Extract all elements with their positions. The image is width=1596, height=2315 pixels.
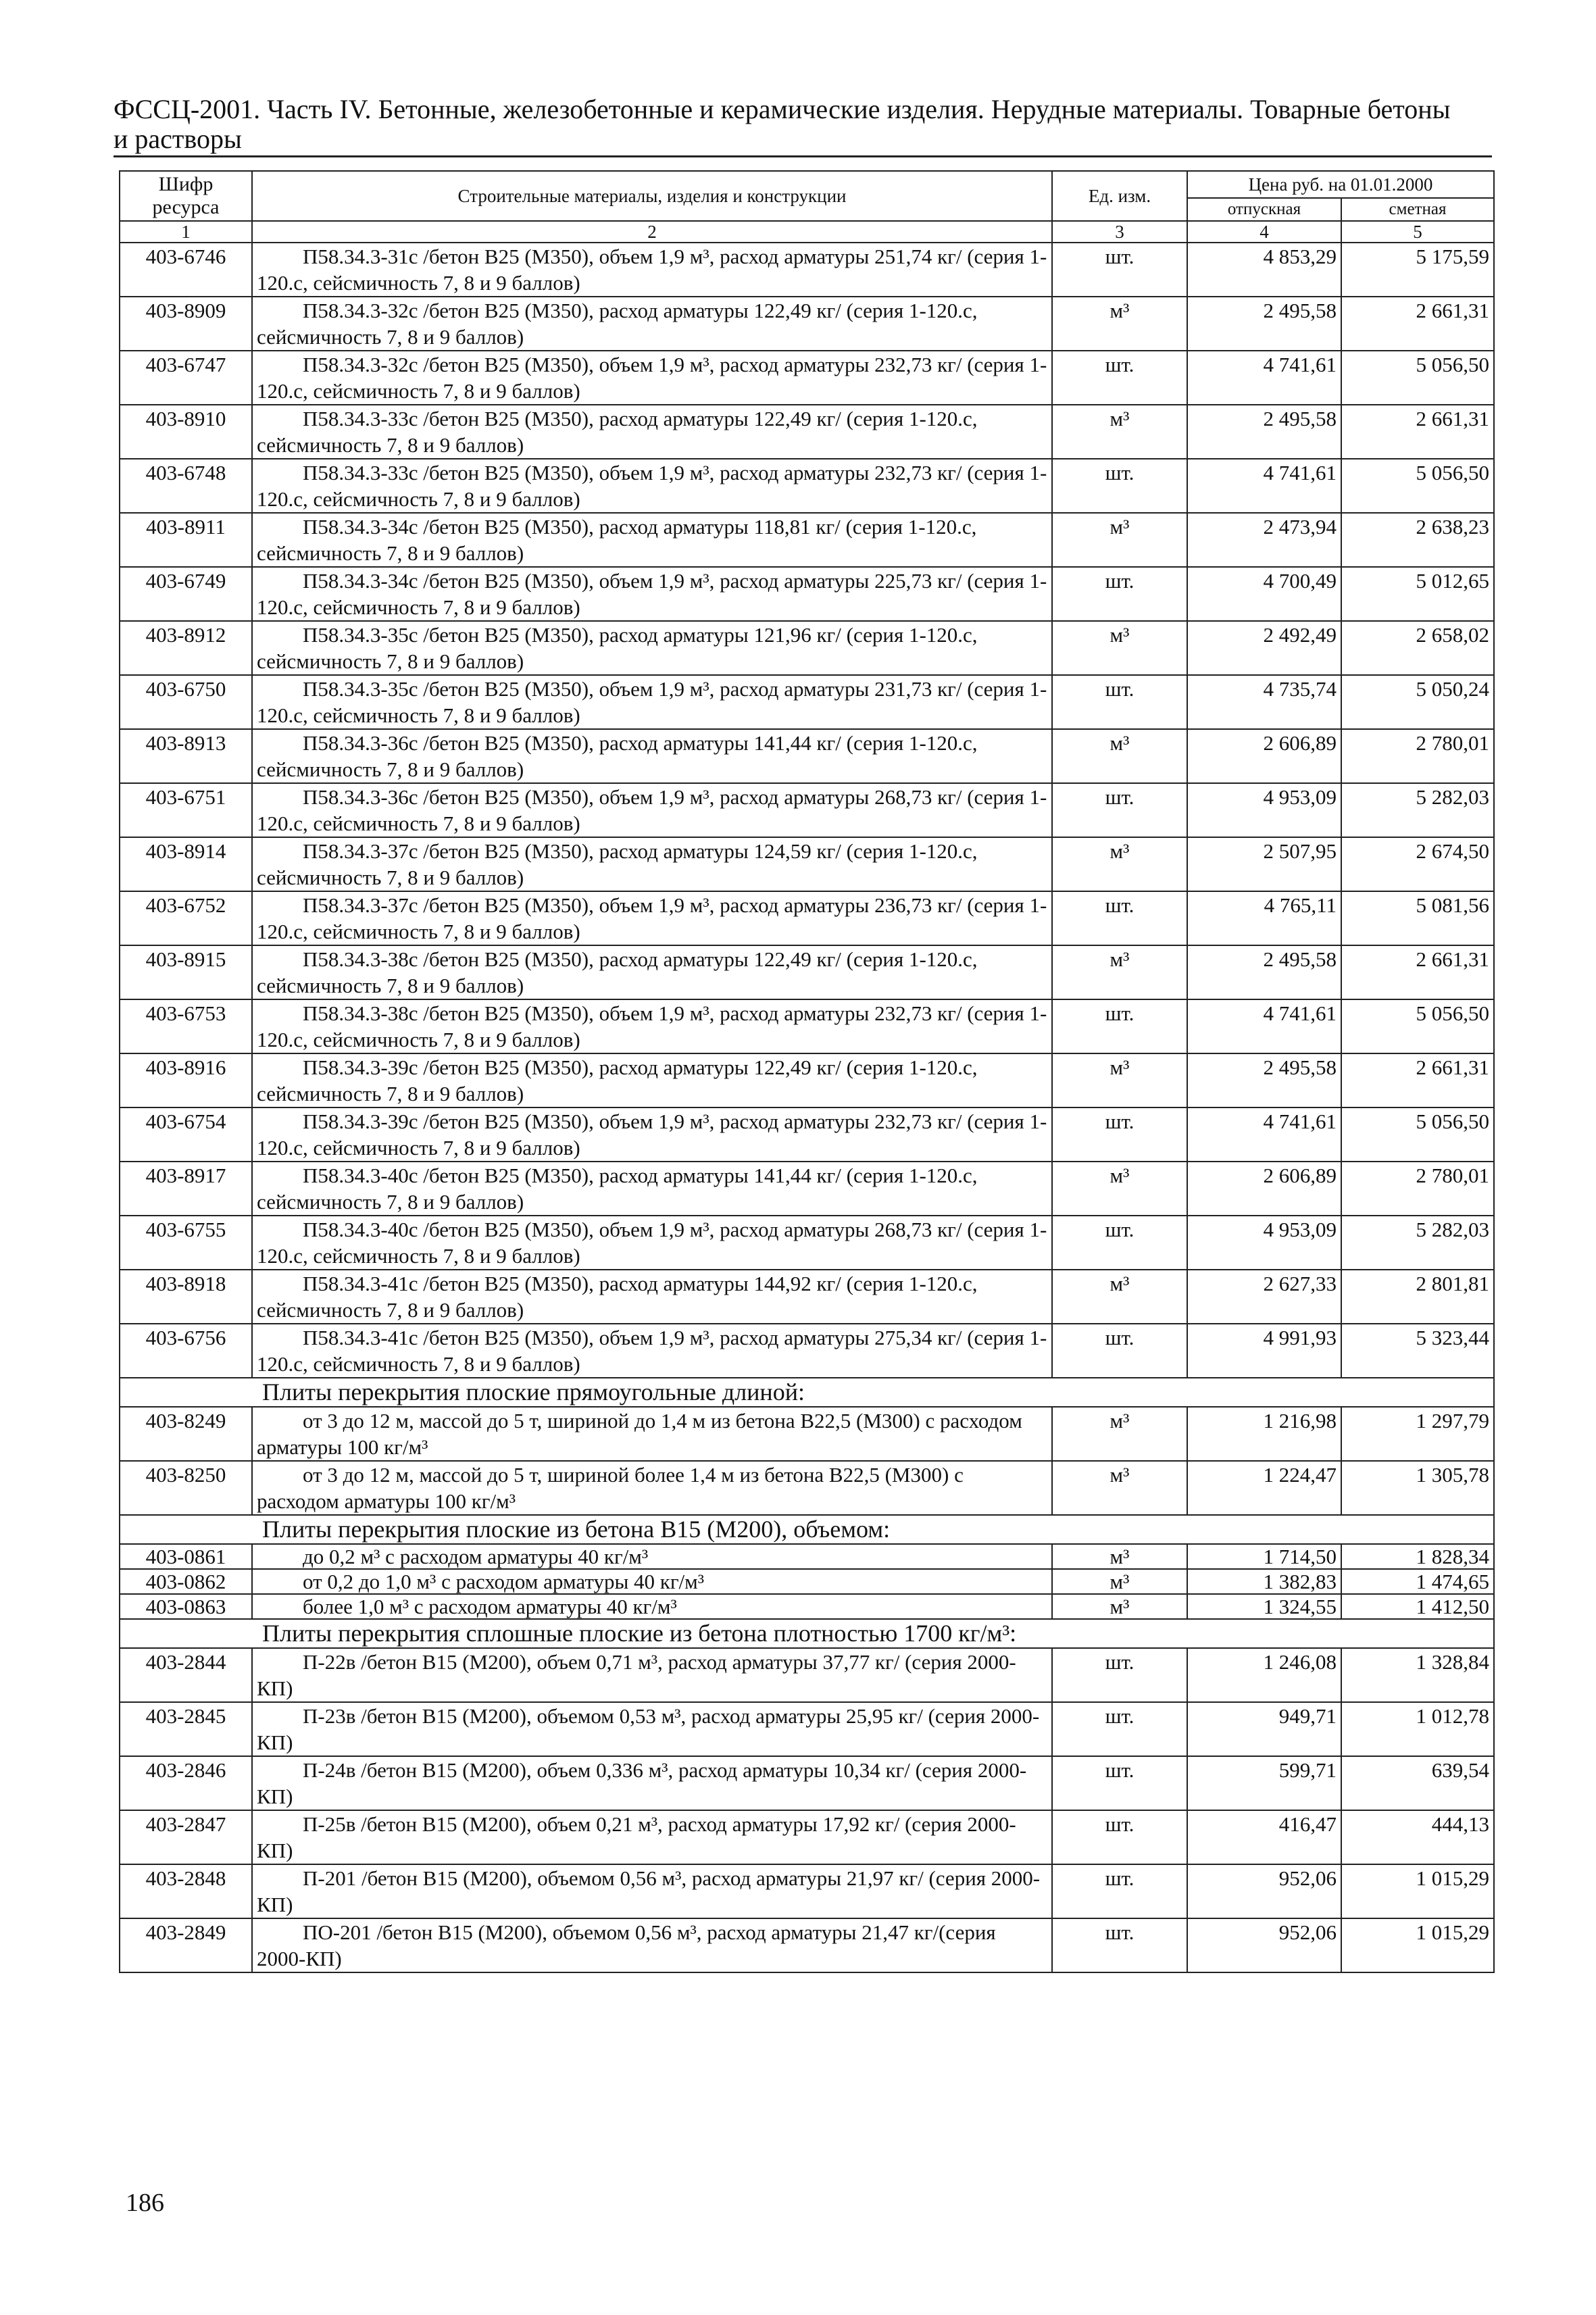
unit-cell: м³	[1052, 1594, 1187, 1619]
material-description-cell: П58.34.3-35с /бетон В25 (М350), объем 1,9 м³, расход арматуры 231,73 кг/ (серия 1-120.с, сейсмичность 7, 8 и 9 баллов)	[252, 675, 1052, 729]
estimate-price-cell: 2 661,31	[1341, 405, 1494, 459]
unit-cell: шт.	[1052, 1810, 1187, 1864]
unit-cell: м³	[1052, 405, 1187, 459]
release-price-cell: 4 953,09	[1187, 1216, 1341, 1270]
table-row	[120, 1053, 1494, 1107]
estimate-price-cell: 1 328,84	[1341, 1648, 1494, 1702]
estimate-price-cell: 1 828,34	[1341, 1544, 1494, 1569]
release-price-cell: 4 765,11	[1187, 891, 1341, 945]
material-description-cell: П58.34.3-40с /бетон В25 (М350), расход арматуры 141,44 кг/ (серия 1-120.с, сейсмичность 7, 8 и 9 баллов)	[252, 1162, 1052, 1216]
material-description-cell: П58.34.3-34с /бетон В25 (М350), объем 1,9 м³, расход арматуры 225,73 кг/ (серия 1-120.с, сейсмичность 7, 8 и 9 баллов)	[252, 567, 1052, 621]
resource-code-cell: 403-6747	[120, 351, 252, 405]
table-row	[120, 1648, 1494, 1702]
unit-cell: м³	[1052, 513, 1187, 567]
release-price-cell: 4 741,61	[1187, 1107, 1341, 1162]
estimate-price-cell: 5 050,24	[1341, 675, 1494, 729]
estimate-price-cell: 5 282,03	[1341, 783, 1494, 837]
table-row	[120, 1107, 1494, 1162]
material-description-cell: П58.34.3-32с /бетон В25 (М350), объем 1,9 м³, расход арматуры 232,73 кг/ (серия 1-120.с, сейсмичность 7, 8 и 9 баллов)	[252, 351, 1052, 405]
table-row	[120, 1270, 1494, 1324]
section-heading: Плиты перекрытия плоские прямоугольные длиной:	[120, 1378, 1494, 1407]
resource-code-cell: 403-0862	[120, 1569, 252, 1594]
resource-code-cell: 403-8914	[120, 837, 252, 891]
unit-cell: м³	[1052, 837, 1187, 891]
table-row	[120, 1864, 1494, 1918]
section-heading: Плиты перекрытия сплошные плоские из бетона плотностью 1700 кг/м³:	[120, 1619, 1494, 1648]
table-row	[120, 567, 1494, 621]
col-header-price-group: Цена руб. на 01.01.2000	[1187, 171, 1494, 198]
header-title-line-2: и растворы	[114, 124, 242, 154]
material-description-cell: П58.34.3-32с /бетон В25 (М350), расход арматуры 122,49 кг/ (серия 1-120.с, сейсмичность 7, 8 и 9 баллов)	[252, 297, 1052, 351]
release-price-cell: 949,71	[1187, 1702, 1341, 1756]
resource-code-cell: 403-8913	[120, 729, 252, 783]
resource-code-cell: 403-8918	[120, 1270, 252, 1324]
resource-code-cell: 403-6749	[120, 567, 252, 621]
table-row	[120, 1594, 1494, 1619]
material-description-cell: от 0,2 до 1,0 м³ с расходом арматуры 40 кг/м³	[252, 1569, 1052, 1594]
header-title-line-1: ФССЦ-2001. Часть IV. Бетонные, железобетонные и керамические изделия. Нерудные материалы. Товарные бетоны	[114, 94, 1451, 124]
table-row	[120, 999, 1494, 1053]
unit-cell: шт.	[1052, 351, 1187, 405]
unit-cell: м³	[1052, 1270, 1187, 1324]
unit-cell: шт.	[1052, 1216, 1187, 1270]
release-price-cell: 952,06	[1187, 1864, 1341, 1918]
estimate-price-cell: 1 012,78	[1341, 1702, 1494, 1756]
material-description-cell: П58.34.3-39с /бетон В25 (М350), объем 1,9 м³, расход арматуры 232,73 кг/ (серия 1-120.с, сейсмичность 7, 8 и 9 баллов)	[252, 1107, 1052, 1162]
material-description-cell: П58.34.3-37с /бетон В25 (М350), расход арматуры 124,59 кг/ (серия 1-120.с, сейсмичность 7, 8 и 9 баллов)	[252, 837, 1052, 891]
table-row	[120, 621, 1494, 675]
table-row	[120, 513, 1494, 567]
unit-cell: м³	[1052, 1461, 1187, 1515]
col-header-unit: Ед. изм.	[1052, 171, 1187, 221]
estimate-price-cell: 2 638,23	[1341, 513, 1494, 567]
estimate-price-cell: 5 056,50	[1341, 999, 1494, 1053]
unit-cell: шт.	[1052, 999, 1187, 1053]
material-description-cell: П58.34.3-41с /бетон В25 (М350), объем 1,9 м³, расход арматуры 275,34 кг/ (серия 1-120.с, сейсмичность 7, 8 и 9 баллов)	[252, 1324, 1052, 1378]
release-price-cell: 4 741,61	[1187, 351, 1341, 405]
unit-cell: шт.	[1052, 891, 1187, 945]
release-price-cell: 2 495,58	[1187, 297, 1341, 351]
release-price-cell: 1 714,50	[1187, 1544, 1341, 1569]
table-row	[120, 891, 1494, 945]
estimate-price-cell: 444,13	[1341, 1810, 1494, 1864]
resource-code-cell: 403-0861	[120, 1544, 252, 1569]
material-description-cell: П58.34.3-33с /бетон В25 (М350), объем 1,9 м³, расход арматуры 232,73 кг/ (серия 1-120.с, сейсмичность 7, 8 и 9 баллов)	[252, 459, 1052, 513]
material-description-cell: П58.34.3-41с /бетон В25 (М350), расход арматуры 144,92 кг/ (серия 1-120.с, сейсмичность 7, 8 и 9 баллов)	[252, 1270, 1052, 1324]
material-description-cell: П58.34.3-33с /бетон В25 (М350), расход арматуры 122,49 кг/ (серия 1-120.с, сейсмичность 7, 8 и 9 баллов)	[252, 405, 1052, 459]
resource-code-cell: 403-6746	[120, 243, 252, 297]
estimate-price-cell: 5 323,44	[1341, 1324, 1494, 1378]
unit-cell: м³	[1052, 1544, 1187, 1569]
estimate-price-cell: 5 282,03	[1341, 1216, 1494, 1270]
unit-cell: м³	[1052, 621, 1187, 675]
release-price-cell: 4 853,29	[1187, 243, 1341, 297]
table-row	[120, 1756, 1494, 1810]
resource-code-cell: 403-8911	[120, 513, 252, 567]
material-description-cell: П58.34.3-39с /бетон В25 (М350), расход арматуры 122,49 кг/ (серия 1-120.с, сейсмичность 7, 8 и 9 баллов)	[252, 1053, 1052, 1107]
estimate-price-cell: 1 015,29	[1341, 1918, 1494, 1972]
material-description-cell: П58.34.3-37с /бетон В25 (М350), объем 1,9 м³, расход арматуры 236,73 кг/ (серия 1-120.с, сейсмичность 7, 8 и 9 баллов)	[252, 891, 1052, 945]
table-row	[120, 1216, 1494, 1270]
table-row	[120, 1918, 1494, 1972]
release-price-cell: 2 495,58	[1187, 945, 1341, 999]
estimate-price-cell: 1 412,50	[1341, 1594, 1494, 1619]
resource-code-cell: 403-6748	[120, 459, 252, 513]
estimate-price-cell: 2 661,31	[1341, 297, 1494, 351]
release-price-cell: 2 495,58	[1187, 405, 1341, 459]
resource-code-cell: 403-6751	[120, 783, 252, 837]
estimate-price-cell: 5 081,56	[1341, 891, 1494, 945]
unit-cell: шт.	[1052, 459, 1187, 513]
release-price-cell: 416,47	[1187, 1810, 1341, 1864]
table-row	[120, 1544, 1494, 1569]
unit-cell: шт.	[1052, 1107, 1187, 1162]
material-description-cell: П-22в /бетон В15 (М200), объем 0,71 м³, расход арматуры 37,77 кг/ (серия 2000-КП)	[252, 1648, 1052, 1702]
resource-code-cell: 403-6752	[120, 891, 252, 945]
col-number: 4	[1187, 221, 1341, 243]
col-header-price-estimate: сметная	[1341, 198, 1494, 221]
material-description-cell: ПО-201 /бетон В15 (М200), объемом 0,56 м³, расход арматуры 21,47 кг/(серия 2000-КП)	[252, 1918, 1052, 1972]
unit-cell: м³	[1052, 1407, 1187, 1461]
estimate-price-cell: 2 661,31	[1341, 945, 1494, 999]
table-row	[120, 1162, 1494, 1216]
table-row	[120, 1407, 1494, 1461]
table-row	[120, 1569, 1494, 1594]
unit-cell: шт.	[1052, 1702, 1187, 1756]
material-description-cell: П-23в /бетон В15 (М200), объемом 0,53 м³, расход арматуры 25,95 кг/ (серия 2000-КП)	[252, 1702, 1052, 1756]
estimate-price-cell: 5 056,50	[1341, 459, 1494, 513]
unit-cell: м³	[1052, 729, 1187, 783]
table-row	[120, 675, 1494, 729]
estimate-price-cell: 2 658,02	[1341, 621, 1494, 675]
section-heading-row	[120, 1619, 1494, 1648]
table-row	[120, 297, 1494, 351]
estimate-price-cell: 2 780,01	[1341, 729, 1494, 783]
resource-code-cell: 403-8917	[120, 1162, 252, 1216]
estimate-price-cell: 2 661,31	[1341, 1053, 1494, 1107]
resource-code-cell: 403-8249	[120, 1407, 252, 1461]
material-description-cell: П58.34.3-38с /бетон В25 (М350), расход арматуры 122,49 кг/ (серия 1-120.с, сейсмичность 7, 8 и 9 баллов)	[252, 945, 1052, 999]
unit-cell: шт.	[1052, 1756, 1187, 1810]
release-price-cell: 2 492,49	[1187, 621, 1341, 675]
page-header	[114, 95, 1492, 154]
col-number: 2	[252, 221, 1052, 243]
material-description-cell: П58.34.3-40с /бетон В25 (М350), объем 1,9 м³, расход арматуры 268,73 кг/ (серия 1-120.с, сейсмичность 7, 8 и 9 баллов)	[252, 1216, 1052, 1270]
page-number: 186	[126, 2189, 164, 2217]
estimate-price-cell: 639,54	[1341, 1756, 1494, 1810]
material-description-cell: П-24в /бетон В15 (М200), объем 0,336 м³, расход арматуры 10,34 кг/ (серия 2000-КП)	[252, 1756, 1052, 1810]
price-table	[119, 170, 1495, 1973]
unit-cell: м³	[1052, 1053, 1187, 1107]
estimate-price-cell: 1 474,65	[1341, 1569, 1494, 1594]
release-price-cell: 1 246,08	[1187, 1648, 1341, 1702]
material-description-cell: П58.34.3-34с /бетон В25 (М350), расход арматуры 118,81 кг/ (серия 1-120.с, сейсмичность 7, 8 и 9 баллов)	[252, 513, 1052, 567]
estimate-price-cell: 2 780,01	[1341, 1162, 1494, 1216]
release-price-cell: 4 735,74	[1187, 675, 1341, 729]
resource-code-cell: 403-8916	[120, 1053, 252, 1107]
estimate-price-cell: 1 015,29	[1341, 1864, 1494, 1918]
release-price-cell: 4 991,93	[1187, 1324, 1341, 1378]
estimate-price-cell: 5 056,50	[1341, 351, 1494, 405]
release-price-cell: 2 627,33	[1187, 1270, 1341, 1324]
unit-cell: м³	[1052, 297, 1187, 351]
resource-code-cell: 403-8915	[120, 945, 252, 999]
estimate-price-cell: 1 297,79	[1341, 1407, 1494, 1461]
estimate-price-cell: 5 175,59	[1341, 243, 1494, 297]
release-price-cell: 1 224,47	[1187, 1461, 1341, 1515]
material-description-cell: П58.34.3-35с /бетон В25 (М350), расход арматуры 121,96 кг/ (серия 1-120.с, сейсмичность 7, 8 и 9 баллов)	[252, 621, 1052, 675]
unit-cell: шт.	[1052, 1918, 1187, 1972]
col-header-code: Шифр ресурса	[120, 171, 252, 221]
resource-code-cell: 403-6753	[120, 999, 252, 1053]
material-description-cell: от 3 до 12 м, массой до 5 т, шириной более 1,4 м из бетона В22,5 (М300) с расходом арматуры 100 кг/м³	[252, 1461, 1052, 1515]
resource-code-cell: 403-2848	[120, 1864, 252, 1918]
release-price-cell: 1 382,83	[1187, 1569, 1341, 1594]
resource-code-cell: 403-6756	[120, 1324, 252, 1378]
resource-code-cell: 403-8250	[120, 1461, 252, 1515]
resource-code-cell: 403-2845	[120, 1702, 252, 1756]
unit-cell: шт.	[1052, 567, 1187, 621]
table-body	[120, 243, 1494, 1972]
table-row	[120, 945, 1494, 999]
section-heading-row	[120, 1378, 1494, 1407]
table-row	[120, 1810, 1494, 1864]
estimate-price-cell: 2 801,81	[1341, 1270, 1494, 1324]
release-price-cell: 4 741,61	[1187, 459, 1341, 513]
resource-code-cell: 403-6754	[120, 1107, 252, 1162]
table-row	[120, 783, 1494, 837]
resource-code-cell: 403-2846	[120, 1756, 252, 1810]
unit-cell: шт.	[1052, 243, 1187, 297]
release-price-cell: 2 495,58	[1187, 1053, 1341, 1107]
release-price-cell: 4 741,61	[1187, 999, 1341, 1053]
estimate-price-cell: 5 012,65	[1341, 567, 1494, 621]
col-header-desc: Строительные материалы, изделия и конструкции	[252, 171, 1052, 221]
unit-cell: шт.	[1052, 1864, 1187, 1918]
material-description-cell: П-201 /бетон В15 (М200), объемом 0,56 м³, расход арматуры 21,97 кг/ (серия 2000-КП)	[252, 1864, 1052, 1918]
release-price-cell: 4 700,49	[1187, 567, 1341, 621]
header-rule	[114, 155, 1492, 157]
unit-cell: шт.	[1052, 1648, 1187, 1702]
release-price-cell: 1 216,98	[1187, 1407, 1341, 1461]
resource-code-cell: 403-6750	[120, 675, 252, 729]
release-price-cell: 952,06	[1187, 1918, 1341, 1972]
unit-cell: шт.	[1052, 783, 1187, 837]
section-heading: Плиты перекрытия плоские из бетона В15 (М200), объемом:	[120, 1515, 1494, 1544]
table-row	[120, 1324, 1494, 1378]
release-price-cell: 2 606,89	[1187, 729, 1341, 783]
table-row	[120, 243, 1494, 297]
section-heading-row	[120, 1515, 1494, 1544]
col-number: 3	[1052, 221, 1187, 243]
table-row	[120, 729, 1494, 783]
table-row	[120, 1461, 1494, 1515]
unit-cell: м³	[1052, 1162, 1187, 1216]
resource-code-cell: 403-8909	[120, 297, 252, 351]
unit-cell: м³	[1052, 945, 1187, 999]
col-number: 5	[1341, 221, 1494, 243]
estimate-price-cell: 2 674,50	[1341, 837, 1494, 891]
unit-cell: м³	[1052, 1569, 1187, 1594]
table-row	[120, 1702, 1494, 1756]
material-description-cell: более 1,0 м³ с расходом арматуры 40 кг/м³	[252, 1594, 1052, 1619]
release-price-cell: 1 324,55	[1187, 1594, 1341, 1619]
release-price-cell: 2 473,94	[1187, 513, 1341, 567]
material-description-cell: П58.34.3-36с /бетон В25 (М350), объем 1,9 м³, расход арматуры 268,73 кг/ (серия 1-120.с, сейсмичность 7, 8 и 9 баллов)	[252, 783, 1052, 837]
release-price-cell: 599,71	[1187, 1756, 1341, 1810]
resource-code-cell: 403-0863	[120, 1594, 252, 1619]
table-row	[120, 405, 1494, 459]
unit-cell: шт.	[1052, 1324, 1187, 1378]
col-number: 1	[120, 221, 252, 243]
resource-code-cell: 403-2844	[120, 1648, 252, 1702]
release-price-cell: 4 953,09	[1187, 783, 1341, 837]
material-description-cell: П58.34.3-36с /бетон В25 (М350), расход арматуры 141,44 кг/ (серия 1-120.с, сейсмичность 7, 8 и 9 баллов)	[252, 729, 1052, 783]
resource-code-cell: 403-8910	[120, 405, 252, 459]
release-price-cell: 2 507,95	[1187, 837, 1341, 891]
resource-code-cell: 403-2849	[120, 1918, 252, 1972]
resource-code-cell: 403-2847	[120, 1810, 252, 1864]
col-header-price-release: отпускная	[1187, 198, 1341, 221]
release-price-cell: 2 606,89	[1187, 1162, 1341, 1216]
estimate-price-cell: 5 056,50	[1341, 1107, 1494, 1162]
material-description-cell: П-25в /бетон В15 (М200), объем 0,21 м³, расход арматуры 17,92 кг/ (серия 2000-КП)	[252, 1810, 1052, 1864]
material-description-cell: до 0,2 м³ с расходом арматуры 40 кг/м³	[252, 1544, 1052, 1569]
table-row	[120, 459, 1494, 513]
table-row	[120, 837, 1494, 891]
material-description-cell: П58.34.3-31с /бетон В25 (М350), объем 1,9 м³, расход арматуры 251,74 кг/ (серия 1-120.с, сейсмичность 7, 8 и 9 баллов)	[252, 243, 1052, 297]
resource-code-cell: 403-6755	[120, 1216, 252, 1270]
resource-code-cell: 403-8912	[120, 621, 252, 675]
estimate-price-cell: 1 305,78	[1341, 1461, 1494, 1515]
material-description-cell: П58.34.3-38с /бетон В25 (М350), объем 1,9 м³, расход арматуры 232,73 кг/ (серия 1-120.с, сейсмичность 7, 8 и 9 баллов)	[252, 999, 1052, 1053]
material-description-cell: от 3 до 12 м, массой до 5 т, шириной до 1,4 м из бетона В22,5 (М300) с расходом арматуры 100 кг/м³	[252, 1407, 1052, 1461]
table-row	[120, 351, 1494, 405]
unit-cell: шт.	[1052, 675, 1187, 729]
